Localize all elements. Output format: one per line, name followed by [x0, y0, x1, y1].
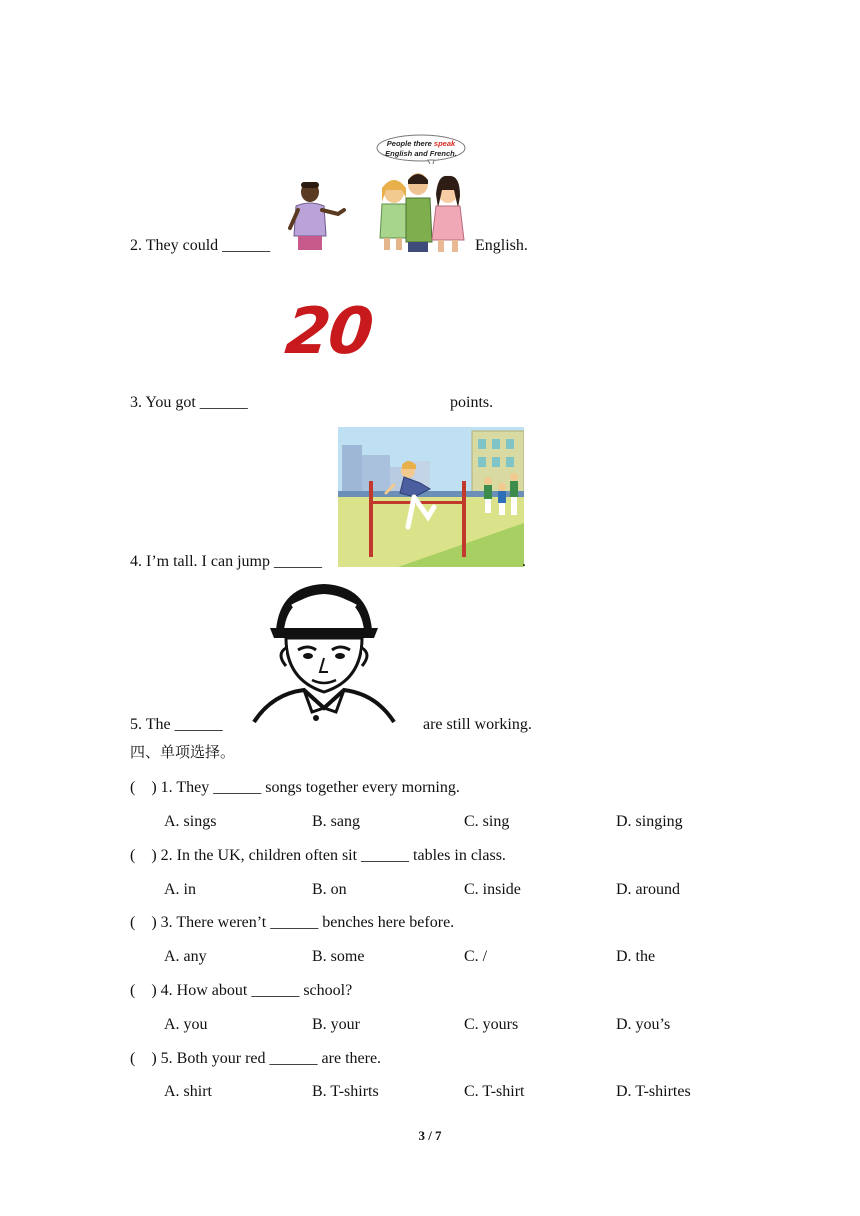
mc-4-option-b[interactable]: B. your: [312, 1016, 360, 1033]
mc-4-stem: ( ) 4. How about ______ school?: [130, 982, 353, 999]
mc-2-stem: ( ) 2. In the UK, children often sit ______ tables in class.: [130, 847, 506, 864]
number-twenty-text: 20: [282, 295, 375, 369]
mc-5-option-b[interactable]: B. T-shirts: [312, 1083, 379, 1100]
q5-suffix: are still working.: [423, 716, 532, 733]
mc-5-option-d[interactable]: D. T-shirtes: [616, 1083, 691, 1100]
mc-5-option-c[interactable]: C. T-shirt: [464, 1083, 525, 1100]
mc-3-option-c[interactable]: C. /: [464, 948, 488, 965]
page-number: 3 / 7: [418, 1128, 442, 1143]
mc-2-option-b[interactable]: B. on: [312, 881, 347, 898]
q4-suffix: .: [522, 553, 526, 570]
q3-suffix: points.: [450, 394, 494, 411]
mc-3-option-d[interactable]: D. the: [616, 948, 656, 965]
number-twenty-image: [282, 295, 396, 369]
mc-2-option-a[interactable]: A. in: [164, 881, 196, 898]
mc-1-option-a[interactable]: A. sings: [164, 813, 217, 830]
boy-pointing-illustration: [284, 180, 348, 252]
mc-3-option-a[interactable]: A. any: [164, 948, 207, 965]
mc-3-stem: ( ) 3. There weren’t ______ benches here before.: [130, 914, 455, 931]
mc-4-option-c[interactable]: C. yours: [464, 1016, 519, 1033]
section-title: 四、单项选择。: [130, 743, 236, 761]
mc-2-option-c[interactable]: C. inside: [464, 881, 521, 898]
mc-1-option-b[interactable]: B. sang: [312, 813, 360, 830]
q2-prefix: 2. They could ______: [130, 237, 271, 254]
mc-3-option-b[interactable]: B. some: [312, 948, 365, 965]
mc-2-option-d[interactable]: D. around: [616, 881, 680, 898]
q4-prefix: 4. I’m tall. I can jump ______: [130, 553, 322, 570]
mc-5-stem: ( ) 5. Both your red ______ are there.: [130, 1050, 382, 1067]
high-jump-scene-illustration: [338, 427, 524, 567]
q5-prefix: 5. The ______: [130, 716, 223, 733]
q2-suffix: English.: [475, 237, 528, 254]
mc-1-stem: ( ) 1. They ______ songs together every morning.: [130, 779, 460, 796]
mc-4-option-d[interactable]: D. you’s: [616, 1016, 671, 1033]
speech-bubble-text: People there speak English and French.: [385, 139, 457, 158]
mc-1-option-c[interactable]: C. sing: [464, 813, 510, 830]
mc-4-option-a[interactable]: A. you: [164, 1016, 208, 1033]
worker-portrait-illustration: [252, 582, 396, 724]
mc-1-option-d[interactable]: D. singing: [616, 813, 683, 830]
mc-5-option-a[interactable]: A. shirt: [164, 1083, 212, 1100]
q3-prefix: 3. You got ______: [130, 394, 248, 411]
children-group-illustration: [372, 168, 468, 252]
